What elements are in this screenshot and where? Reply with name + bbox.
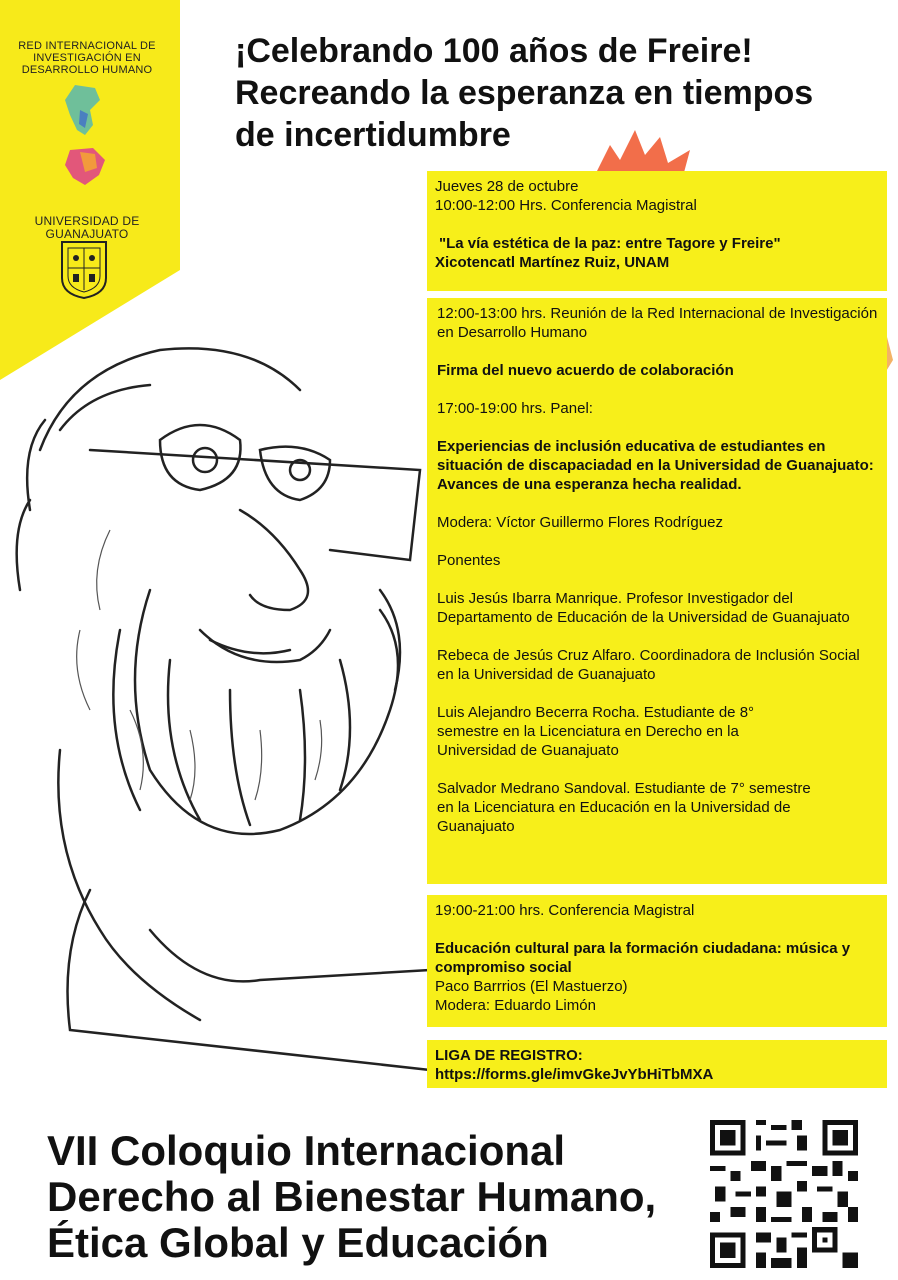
- schedule-block-1: [427, 171, 887, 291]
- page-title: [235, 30, 885, 156]
- speaker-item: Luis Alejandro Becerra Rocha. Estudiante de 8° semestre en la Licenciatura en Derecho en la Universidad de Guanajuato: [437, 704, 755, 759]
- freire-portrait-illustration: [0, 330, 430, 1090]
- schedule-block-2: [427, 298, 887, 884]
- speaker-name: Paco Barrrios (El Mastuerzo): [435, 978, 628, 995]
- red-logo-text: RED INTERNACIONAL DE INVESTIGACIÓN EN DESARROLLO HUMANO: [18, 40, 156, 76]
- talk-title: "La vía estética de la paz: entre Tagore y Freire": [439, 235, 781, 252]
- registration-link[interactable]: https://forms.gle/imvGkeJvYbHiTbMXA: [435, 1066, 714, 1083]
- event-moderator: Modera: Eduardo Limón: [435, 997, 596, 1014]
- event-time: 10:00-12:00 Hrs. Conferencia Magistral: [435, 197, 697, 214]
- speakers-label: Ponentes: [437, 552, 501, 569]
- panel-title: Experiencias de inclusión educativa de estudiantes en situación de discapaciadad en la Universidad de Guanajuato: Avances de una esperanza hecha realidad.: [437, 438, 874, 493]
- university-seal-icon: [58, 238, 110, 300]
- event-name-line: Ética Global y Educación: [47, 1219, 549, 1266]
- speaker-item: Rebeca de Jesús Cruz Alfaro. Coordinadora de Inclusión Social en la Universidad de Guanajuato: [437, 647, 860, 683]
- title-line: Recreando la esperanza en tiempos: [235, 74, 814, 112]
- agreement-title: Firma del nuevo acuerdo de colaboración: [437, 362, 734, 379]
- meeting-info: 12:00-13:00 hrs. Reunión de la Red Internacional de Investigación en Desarrollo Humano: [437, 305, 878, 341]
- event-date: Jueves 28 de octubre: [435, 178, 579, 195]
- registration-label: LIGA DE REGISTRO:: [435, 1047, 583, 1064]
- title-line: de incertidumbre: [235, 116, 511, 154]
- event-time: 19:00-21:00 hrs. Conferencia Magistral: [435, 902, 695, 919]
- speaker-name: Xicotencatl Martínez Ruiz, UNAM: [435, 254, 670, 271]
- speaker-item: Salvador Medrano Sandoval. Estudiante de 7° semestre en la Licenciatura en Educación en la Universidad de Guanajuato: [437, 780, 811, 835]
- panel-moderator: Modera: Víctor Guillermo Flores Rodríguez: [437, 514, 723, 531]
- registration-block: [427, 1040, 887, 1088]
- university-logo-text: UNIVERSIDAD DE GUANAJUATO: [34, 214, 140, 241]
- panel-time: 17:00-19:00 hrs. Panel:: [437, 400, 593, 417]
- speaker-item: Luis Jesús Ibarra Manrique. Profesor Investigador del Departamento de Educación de la Universidad de Guanajuato: [437, 590, 850, 626]
- schedule-block-3: [427, 895, 887, 1027]
- talk-title: Educación cultural para la formación ciudadana: música y compromiso social: [435, 940, 851, 976]
- event-name: [47, 1128, 656, 1266]
- americas-map-icon: [55, 80, 115, 190]
- qr-code-icon[interactable]: [710, 1120, 858, 1268]
- event-name-line: VII Coloquio Internacional: [47, 1127, 566, 1174]
- event-name-line: Derecho al Bienestar Humano,: [47, 1173, 657, 1220]
- title-line: ¡Celebrando 100 años de Freire!: [235, 32, 753, 70]
